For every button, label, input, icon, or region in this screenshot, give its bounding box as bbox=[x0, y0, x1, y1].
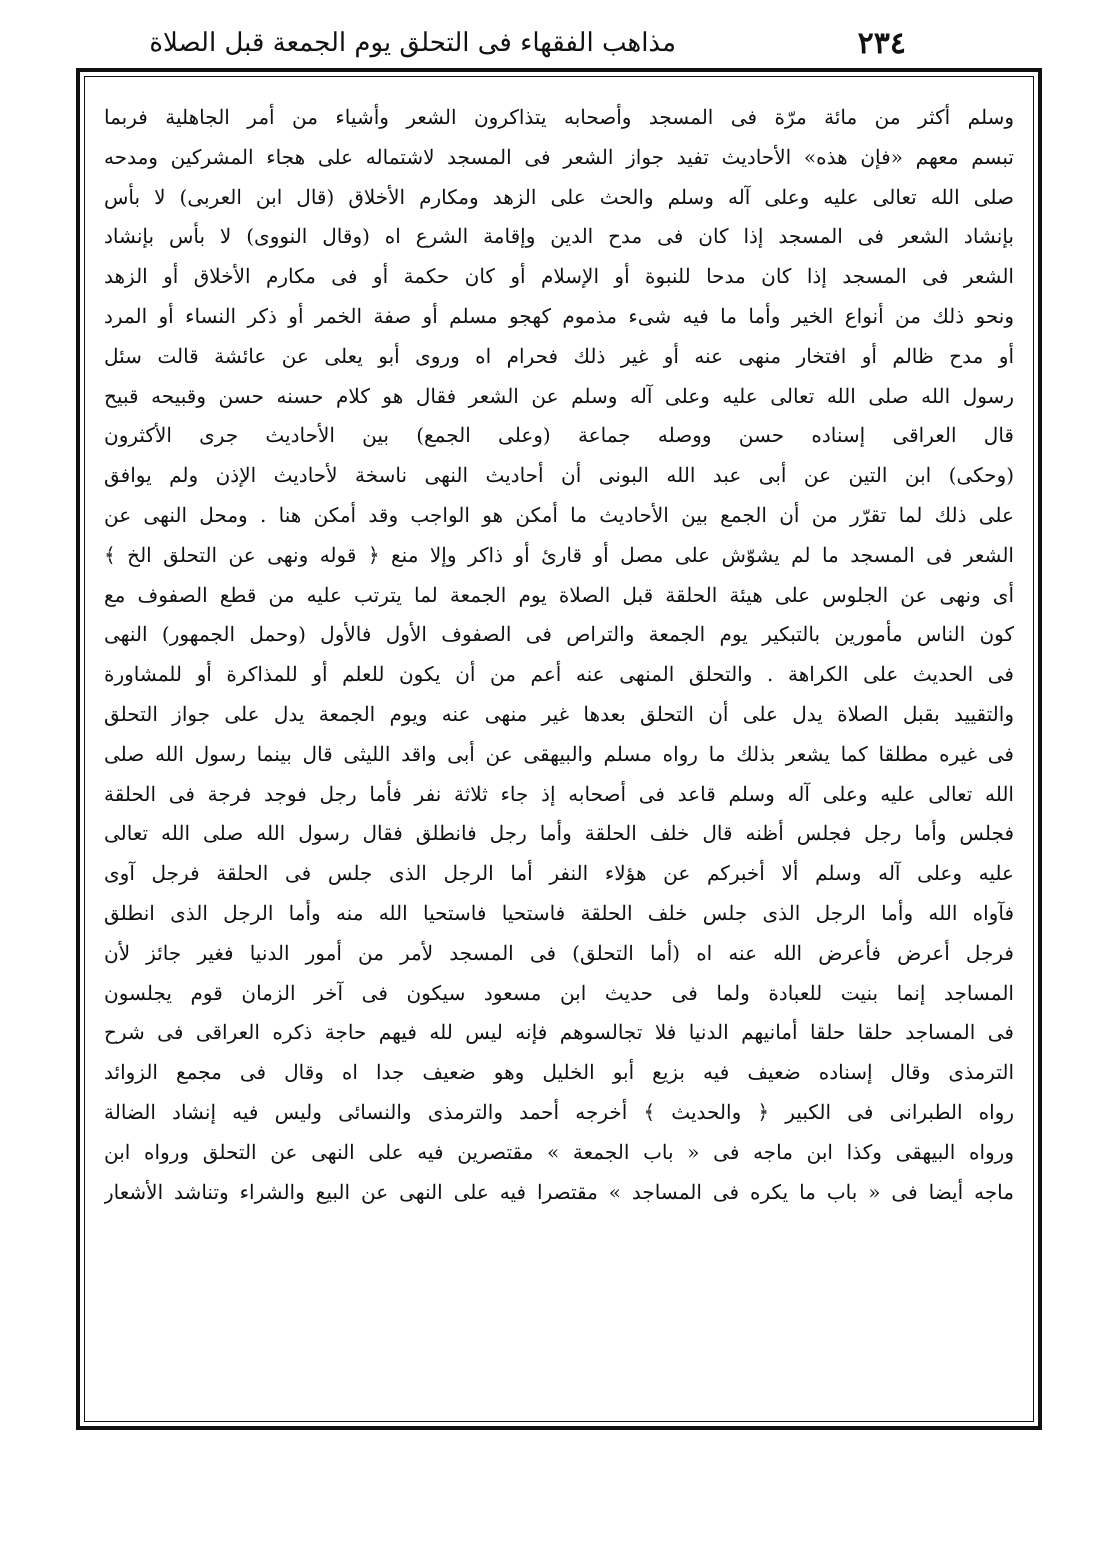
text-line: فى الحديث على الكراهة . والتحلق المنهى عنه أعم من أن يكون للعلم أو للمذاكرة أو للمشاورة bbox=[104, 662, 1014, 687]
text-line: أو مدح ظالم أو افتخار منهى عنه أو غير ذلك فحرام اه وروى أبو يعلى عن عائشة قالت سئل bbox=[104, 343, 1014, 368]
text-line: ونحو ذلك من أنواع الخير وأما ما فيه شىء مذموم كهجو مسلم أو صفة الخمر أو ذكر النساء أو المرد bbox=[104, 303, 1014, 328]
running-title: مذاهب الفقهاء فى التحلق يوم الجمعة قبل الصلاة bbox=[149, 28, 676, 58]
text-line: المساجد إنما بنيت للعبادة ولما فى حديث ابن مسعود سيكون فى آخر الزمان قوم يجلسون bbox=[104, 980, 1014, 1005]
text-line: بإنشاد الشعر فى المسجد إذا كان فى مدح الدين وإقامة الشرع اه (وقال النووى) لا بأس بإنشاد bbox=[104, 224, 1014, 249]
text-line: كون الناس مأمورين بالتبكير يوم الجمعة والتراص فى الصفوف الأول فالأول (وحمل الجمهور) النهى bbox=[104, 622, 1014, 647]
text-line: أى ونهى عن الجلوس على هيئة الحلقة قبل الصلاة يوم الجمعة لما يترتب عليه من قطع الصفوف مع bbox=[104, 582, 1014, 607]
text-line: صلى الله تعالى عليه وعلى آله وسلم والحث على الزهد ومكارم الأخلاق (قال ابن العربى) لا بأس bbox=[104, 184, 1014, 209]
text-line: ورواه البيهقى وكذا ابن ماجه فى « باب الجمعة » مقتصرين فيه على النهى عن التحلق ورواه ابن bbox=[104, 1139, 1014, 1164]
text-line: فآواه الله وأما الرجل الذى جلس خلف الحلقة فاستحيا فاستحيا الله منه وأما الرجل الذى انطلق bbox=[104, 900, 1014, 925]
text-line: (وحكى) ابن التين عن أبى عبد الله البونى أن أحاديث النهى ناسخة لأحاديث الإذن ولم يوافق bbox=[104, 463, 1014, 488]
text-line: فى المساجد حلقا حلقا أمانيهم الدنيا فلا تجالسوهم فإنه ليس لله فيهم حاجة ذكره العراقى فى شرح bbox=[104, 1020, 1014, 1045]
text-line: ماجه أيضا فى « باب ما يكره فى المساجد » مقتصرا فيه على النهى عن البيع والشراء وتناشد الأشعار bbox=[104, 1179, 1014, 1204]
text-line: عليه وعلى آله وسلم ألا أخبركم عن هؤلاء النفر أما الرجل الذى جلس فى الحلقة فرجل آوى bbox=[104, 861, 1014, 886]
text-line: على ذلك لما تقرّر من أن الجمع بين الأحاديث ما أمكن هو الواجب وقد أمكن هنا . ومحل النهى عن bbox=[104, 502, 1014, 527]
text-line: فجلس وأما رجل فجلس أظنه قال خلف الحلقة وأما رجل فانطلق فقال رسول الله صلى الله تعالى bbox=[104, 821, 1014, 846]
page-number: ٢٣٤ bbox=[857, 26, 906, 61]
text-line: رسول الله صلى الله تعالى عليه وعلى آله وسلم عن الشعر فقال هو كلام حسنه حسن وقبيحه قبيح bbox=[104, 383, 1014, 408]
text-line: والتقييد بقبل الصلاة يدل على أن التحلق بعدها غير منهى عنه ويوم الجمعة يدل على جواز التحلق bbox=[104, 701, 1014, 726]
page-header bbox=[80, 22, 1036, 62]
text-body bbox=[104, 98, 1014, 1212]
text-line: الشعر فى المسجد ما لم يشوّش على مصل أو قارئ أو ذاكر وإلا منع ﴿ قوله ونهى عن التحلق الخ ﴾ bbox=[104, 542, 1014, 567]
text-line: قال العراقى إسناده حسن ووصله جماعة (وعلى الجمع) بين الأحاديث جرى الأكثرون bbox=[104, 423, 1014, 448]
text-line: فرجل أعرض فأعرض الله عنه اه (أما التحلق) فى المسجد لأمر من أمور الدنيا فغير جائز لأن bbox=[104, 940, 1014, 965]
text-line: الشعر فى المسجد إذا كان مدحا للنبوة أو الإسلام أو كان حكمة أو فى مكارم الأخلاق أو الزهد bbox=[104, 264, 1014, 289]
text-line: الله تعالى عليه وعلى آله وسلم قاعد فى أصحابه إذ جاء ثلاثة نفر فأما رجل فوجد فرجة فى الحلقة bbox=[104, 781, 1014, 806]
text-line: فى غيره مطلقا كما يشعر بذلك ما رواه مسلم والبيهقى عن أبى واقد الليثى قال بينما رسول الله صلى bbox=[104, 741, 1014, 766]
text-line: الترمذى وقال إسناده ضعيف فيه بزيع أبو الخليل وهو ضعيف جدا اه وقال فى مجمع الزوائد bbox=[104, 1060, 1014, 1085]
text-line: تبسم معهم «فإن هذه» الأحاديث تفيد جواز الشعر فى المسجد لاشتماله على هجاء المشركين ومدحه bbox=[104, 144, 1014, 169]
text-line: وسلم أكثر من مائة مرّة فى المسجد وأصحابه يتذاكرون الشعر وأشياء من أمر الجاهلية فربما bbox=[104, 105, 1014, 129]
text-line: رواه الطبرانى فى الكبير ﴿ والحديث ﴾ أخرجه أحمد والترمذى والنسائى وليس فيه إنشاد الضالة bbox=[104, 1099, 1014, 1124]
